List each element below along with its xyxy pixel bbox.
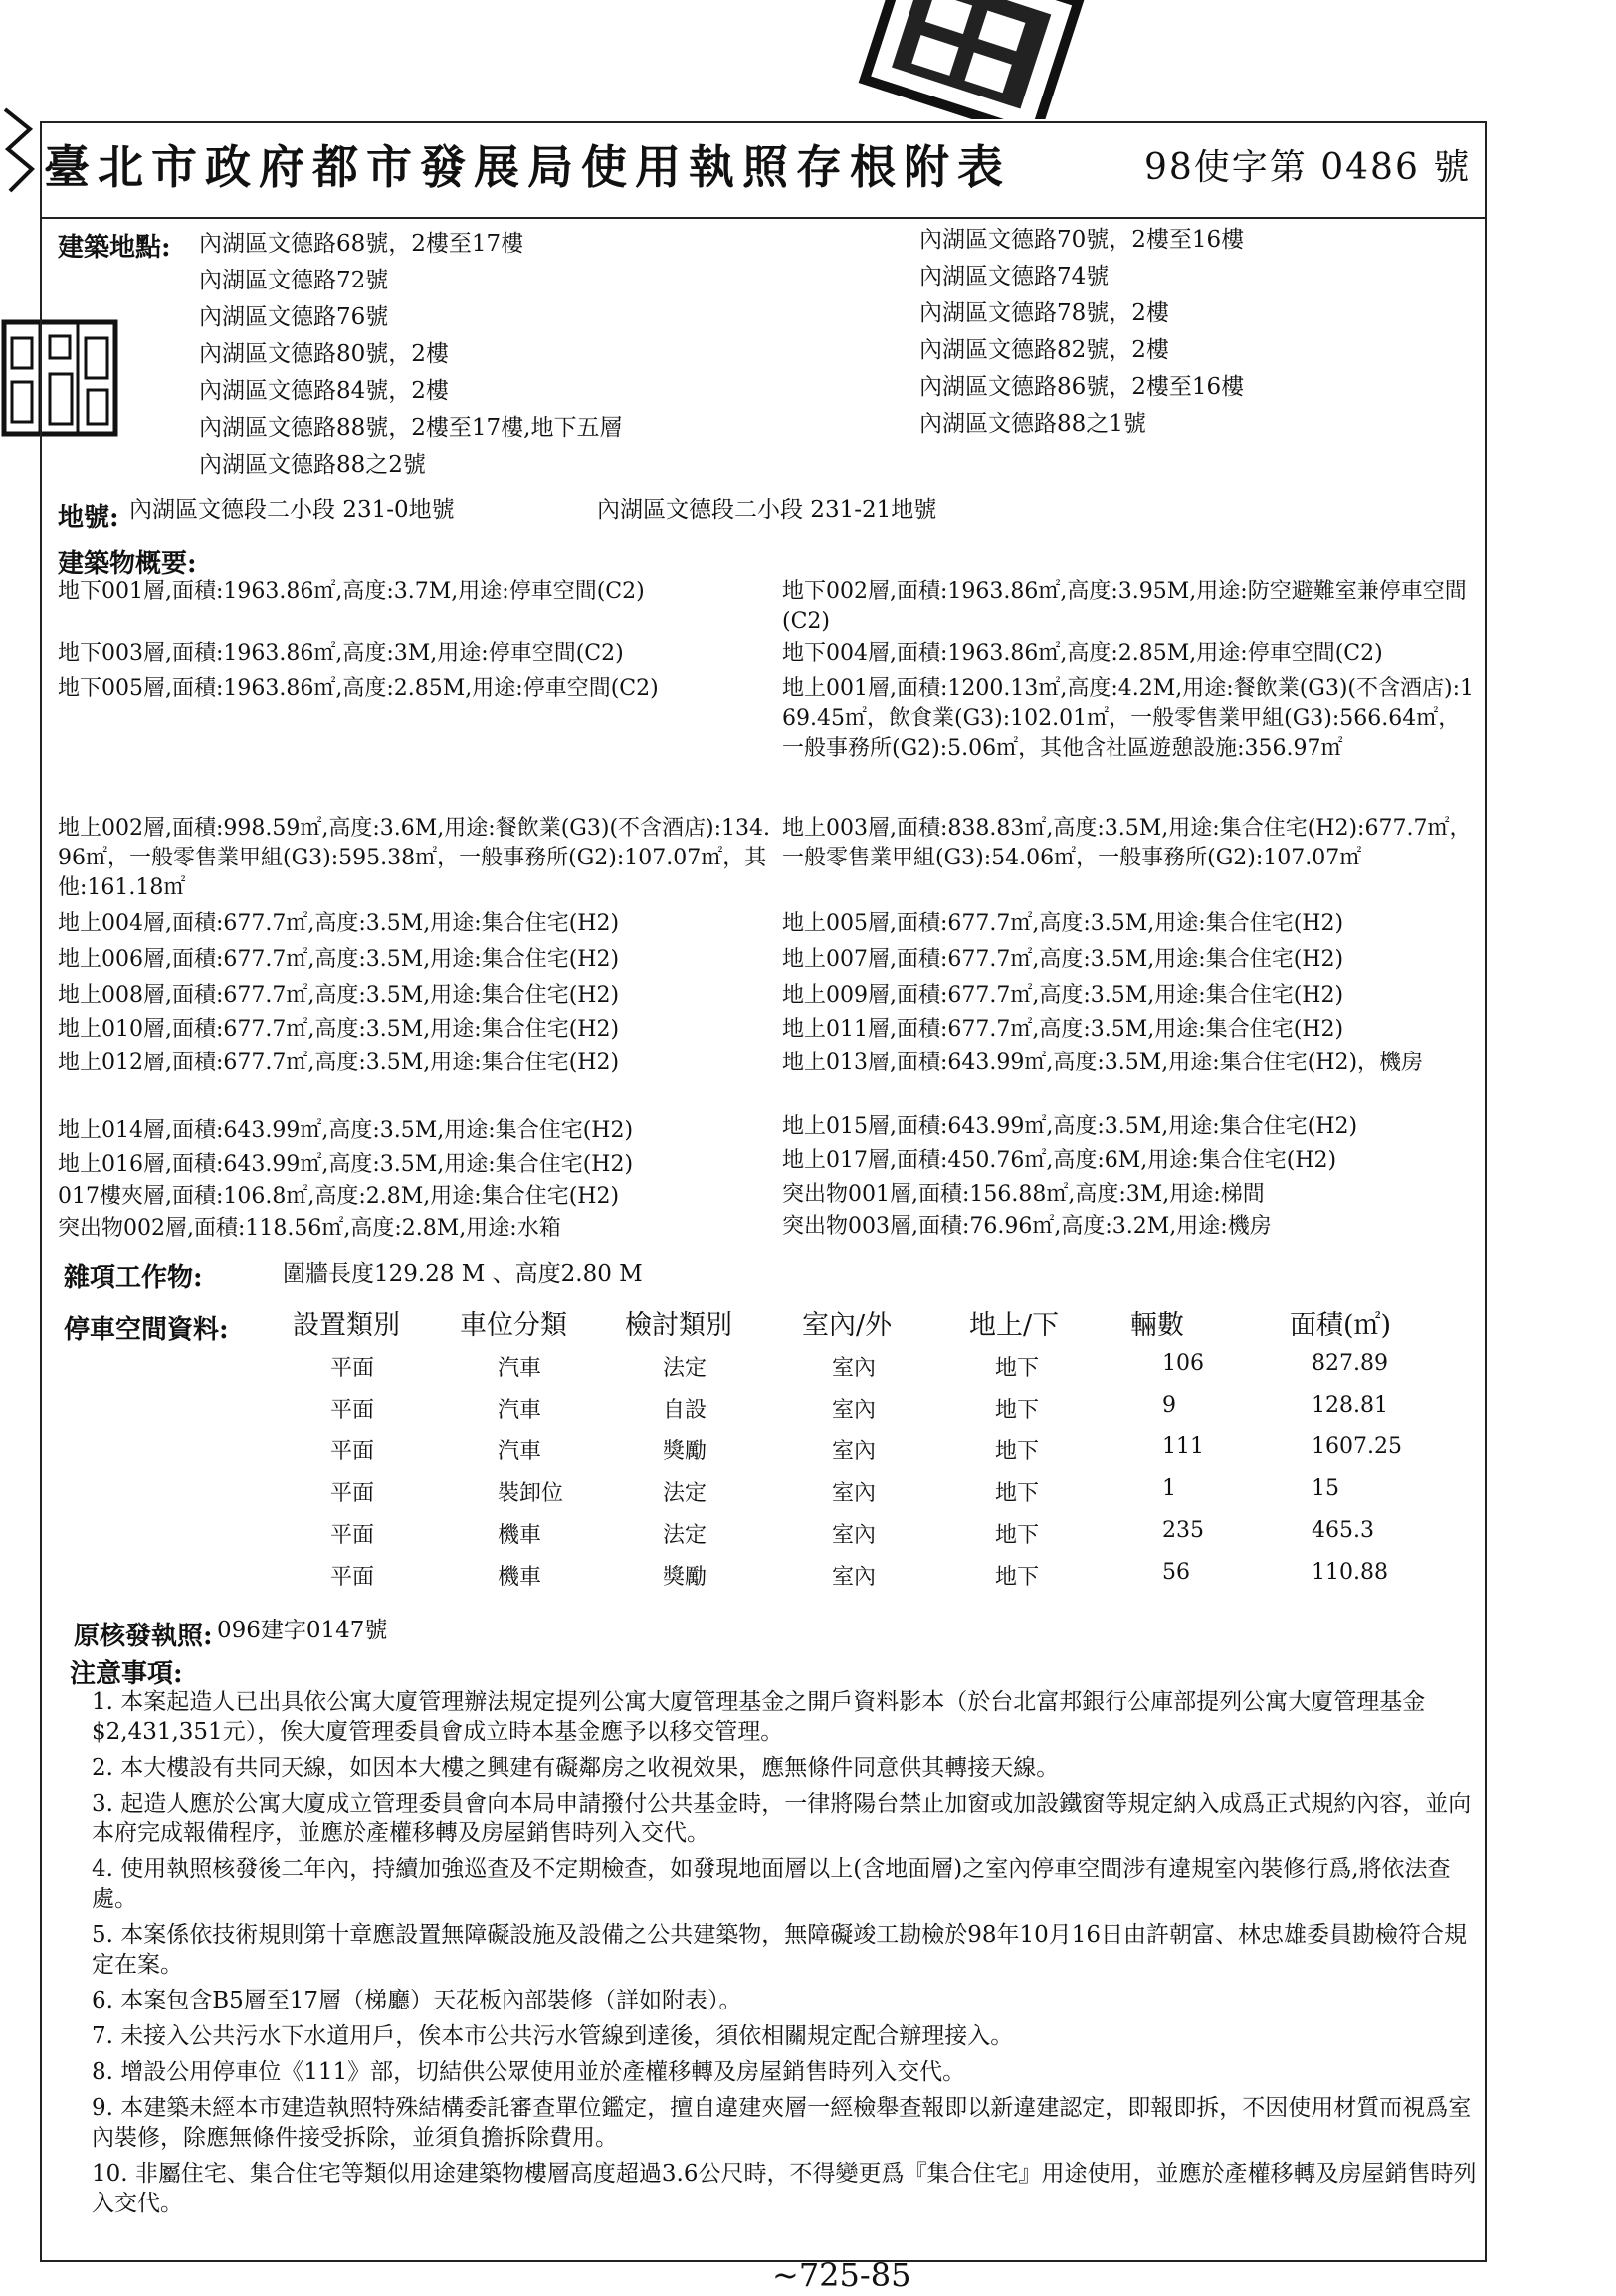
parking-cell: 15 <box>1312 1476 1339 1501</box>
parking-header: 地上/下 <box>969 1310 1060 1341</box>
address-item: 內湖區文德路88之1號 <box>919 411 1146 437</box>
parking-cell: 111 <box>1162 1435 1204 1459</box>
parking-cell: 地下 <box>995 1523 1040 1548</box>
notes-list <box>92 1687 1479 2224</box>
parking-cell: 9 <box>1162 1393 1176 1418</box>
official-seal-top <box>836 0 1095 119</box>
building-left-1: 地下003層,面積:1963.86㎡,高度:3M,用途:停車空間(C2) <box>58 641 624 666</box>
parking-label: 停車空間資料: <box>64 1315 229 1345</box>
parking-header: 室內/外 <box>802 1310 893 1341</box>
note-item: 5. 本案係依技術規則第十章應設置無障礙設施及設備之公共建築物，無障礙竣工勘檢於98年10月16日由許朝富、林忠雄委員勘檢符合規定在案。 <box>92 1922 1468 1978</box>
building-left-8: 地上012層,面積:677.7㎡,高度:3.5M,用途:集合住宅(H2) <box>58 1051 620 1075</box>
building-right-10: 地上017層,面積:450.76㎡,高度:6M,用途:集合住宅(H2) <box>782 1148 1337 1173</box>
building-right-12: 突出物003層,面積:76.96㎡,高度:3.2M,用途:機房 <box>782 1214 1272 1239</box>
parking-cell: 法定 <box>663 1481 707 1506</box>
building-left-5: 地上006層,面積:677.7㎡,高度:3.5M,用途:集合住宅(H2) <box>58 947 620 972</box>
parking-cell: 平面 <box>330 1398 375 1423</box>
document-title: 臺北市政府都市發展局使用執照存根附表 <box>44 140 1011 194</box>
address-item: 內湖區文德路78號，2樓 <box>919 300 1169 326</box>
building-right-8: 地上013層,面積:643.99㎡,高度:3.5M,用途:集合住宅(H2)，機房 <box>782 1051 1424 1075</box>
building-left-4: 地上004層,面積:677.7㎡,高度:3.5M,用途:集合住宅(H2) <box>58 911 620 936</box>
building-right-2: 地上001層,面積:1200.13㎡,高度:4.2M,用途:餐飲業(G3)(不含酒店):169.45㎡，飲食業(G3):102.01㎡，一般零售業甲組(G3):566.64㎡，一般事務所(G2):5.06㎡，其他含社區遊憩設施:356.97㎡ <box>782 676 1475 761</box>
parking-cell: 平面 <box>330 1565 375 1590</box>
building-left-11: 017樓夾層,面積:106.8㎡,高度:2.8M,用途:集合住宅(H2) <box>58 1184 620 1209</box>
parking-cell: 裝卸位 <box>498 1481 564 1506</box>
address-item: 內湖區文德路76號 <box>199 304 389 330</box>
parking-cell: 128.81 <box>1312 1393 1388 1418</box>
parking-cell: 室內 <box>832 1523 877 1548</box>
parking-cell: 56 <box>1162 1560 1190 1585</box>
parking-cell: 法定 <box>663 1356 707 1381</box>
parking-cell: 地下 <box>995 1439 1040 1464</box>
parking-cell: 獎勵 <box>663 1565 707 1590</box>
parking-cell: 465.3 <box>1312 1518 1374 1543</box>
building-right-0: 地下002層,面積:1963.86㎡,高度:3.95M,用途:防空避難室兼停車空間(C2) <box>782 579 1467 634</box>
building-left-10: 地上016層,面積:643.99㎡,高度:3.5M,用途:集合住宅(H2) <box>58 1152 634 1177</box>
notes-label: 注意事項: <box>70 1659 183 1689</box>
parking-cell: 室內 <box>832 1565 877 1590</box>
note-item: 7. 未接入公共污水下水道用戶，俟本市公共污水管線到達後，須依相關規定配合辦理接入。 <box>92 2023 1014 2049</box>
note-item: 6. 本案包含B5層至17層（梯廳）天花板內部裝修（詳如附表）。 <box>92 1988 742 2013</box>
parking-cell: 1607.25 <box>1312 1435 1402 1459</box>
building-label: 建築物概要: <box>58 549 197 579</box>
parking-cell: 1 <box>1162 1476 1176 1501</box>
parking-cell: 機車 <box>498 1565 542 1590</box>
address-item: 內湖區文德路70號，2樓至16樓 <box>919 227 1245 253</box>
address-item: 內湖區文德路82號，2樓 <box>919 337 1169 363</box>
parking-cell: 汽車 <box>498 1356 542 1381</box>
parking-cell: 平面 <box>330 1356 375 1381</box>
building-left-12: 突出物002層,面積:118.56㎡,高度:2.8M,用途:水箱 <box>58 1216 561 1241</box>
parking-cell: 機車 <box>498 1523 542 1548</box>
parking-cell: 汽車 <box>498 1439 542 1464</box>
permit-number: 98使字第 0486 號 <box>1144 147 1472 188</box>
parking-cell: 平面 <box>330 1481 375 1506</box>
parking-header: 設置類別 <box>293 1310 400 1341</box>
note-item: 1. 本案起造人已出具依公寓大廈管理辦法規定提列公寓大廈管理基金之開戶資料影本（於台北富邦銀行公庫部提列公寓大廈管理基金$2,431,351元），俟大廈管理委員會成立時本基金應予以移交管理。 <box>92 1689 1426 1745</box>
address-item: 內湖區文德路72號 <box>199 268 389 293</box>
parking-cell: 平面 <box>330 1523 375 1548</box>
address-item: 內湖區文德路74號 <box>919 264 1110 289</box>
lot-right: 內湖區文德段二小段 231-21地號 <box>597 497 937 523</box>
building-right-9: 地上015層,面積:643.99㎡,高度:3.5M,用途:集合住宅(H2) <box>782 1114 1358 1139</box>
lot-left: 內湖區文德段二小段 231-0地號 <box>129 497 455 523</box>
parking-cell: 法定 <box>663 1523 707 1548</box>
address-right-list <box>919 225 1244 446</box>
address-item: 內湖區文德路88之2號 <box>199 452 426 478</box>
margin-mark <box>0 99 40 199</box>
original-permit-value: 096建字0147號 <box>217 1618 388 1643</box>
building-left-9: 地上014層,面積:643.99㎡,高度:3.5M,用途:集合住宅(H2) <box>58 1118 634 1143</box>
parking-cell: 汽車 <box>498 1398 542 1423</box>
footer-page-mark: ~725-85 <box>772 2256 911 2294</box>
address-item: 內湖區文德路68號，2樓至17樓 <box>199 231 524 257</box>
building-left-7: 地上010層,面積:677.7㎡,高度:3.5M,用途:集合住宅(H2) <box>58 1017 620 1042</box>
building-left-3: 地上002層,面積:998.59㎡,高度:3.6M,用途:餐飲業(G3)(不含酒店):134.96㎡，一般零售業甲組(G3):595.38㎡，一般事務所(G2):107.07㎡，其他:161.18㎡ <box>58 816 771 900</box>
building-right-1: 地下004層,面積:1963.86㎡,高度:2.85M,用途:停車空間(C2) <box>782 641 1383 666</box>
parking-cell: 地下 <box>995 1481 1040 1506</box>
building-left-0: 地下001層,面積:1963.86㎡,高度:3.7M,用途:停車空間(C2) <box>58 579 645 604</box>
address-label: 建築地點: <box>58 233 171 263</box>
parking-cell: 室內 <box>832 1481 877 1506</box>
parking-cell: 地下 <box>995 1356 1040 1381</box>
misc-label: 雜項工作物: <box>64 1263 203 1293</box>
header-divider <box>40 217 1485 219</box>
note-item: 8. 增設公用停車位《111》部，切結供公眾使用並於產權移轉及房屋銷售時列入交代。 <box>92 2059 966 2085</box>
building-right-11: 突出物001層,面積:156.88㎡,高度:3M,用途:梯間 <box>782 1182 1265 1207</box>
parking-cell: 地下 <box>995 1565 1040 1590</box>
lot-label: 地號: <box>58 503 119 533</box>
building-left-2: 地下005層,面積:1963.86㎡,高度:2.85M,用途:停車空間(C2) <box>58 676 659 701</box>
building-right-7: 地上011層,面積:677.7㎡,高度:3.5M,用途:集合住宅(H2) <box>782 1017 1344 1042</box>
building-right-4: 地上005層,面積:677.7㎡,高度:3.5M,用途:集合住宅(H2) <box>782 911 1344 936</box>
parking-header: 輛數 <box>1130 1310 1184 1341</box>
parking-cell: 106 <box>1162 1351 1204 1376</box>
parking-cell: 獎勵 <box>663 1439 707 1464</box>
note-item: 9. 本建築未經本市建造執照特殊結構委託審查單位鑑定，擅自違建夾層一經檢舉查報即以新違建認定，即報即拆，不因使用材質而視爲室內裝修，除應無條件接受拆除，並須負擔拆除費用。 <box>92 2095 1472 2151</box>
note-item: 3. 起造人應於公寓大廈成立管理委員會向本局申請撥付公共基金時，一律將陽台禁止加窗或加設鐵窗等規定納入成爲正式規約內容，並向本府完成報備程序，並應於產權移轉及房屋銷售時列入交代。 <box>92 1791 1472 1846</box>
note-item: 4. 使用執照核發後二年內，持續加強巡查及不定期檢查，如發現地面層以上(含地面層)之室內停車空間涉有違規室內裝修行爲,將依法查處。 <box>92 1856 1451 1912</box>
building-right-5: 地上007層,面積:677.7㎡,高度:3.5M,用途:集合住宅(H2) <box>782 947 1344 972</box>
parking-cell: 平面 <box>330 1439 375 1464</box>
parking-cell: 室內 <box>832 1356 877 1381</box>
parking-header: 面積(㎡) <box>1290 1310 1392 1341</box>
parking-header: 檢討類別 <box>625 1310 732 1341</box>
parking-cell: 827.89 <box>1312 1351 1388 1376</box>
address-item: 內湖區文德路88號，2樓至17樓,地下五層 <box>199 415 623 441</box>
original-permit-label: 原核發執照: <box>74 1622 213 1651</box>
address-left-list <box>199 229 622 486</box>
parking-cell: 室內 <box>832 1439 877 1464</box>
parking-cell: 室內 <box>832 1398 877 1423</box>
parking-cell: 110.88 <box>1312 1560 1388 1585</box>
building-right-3: 地上003層,面積:838.83㎡,高度:3.5M,用途:集合住宅(H2):677.7㎡，一般零售業甲組(G3):54.06㎡，一般事務所(G2):107.07㎡ <box>782 816 1472 870</box>
address-item: 內湖區文德路86號，2樓至16樓 <box>919 374 1245 400</box>
building-left-6: 地上008層,面積:677.7㎡,高度:3.5M,用途:集合住宅(H2) <box>58 983 620 1008</box>
address-item: 內湖區文德路84號，2樓 <box>199 378 449 404</box>
parking-cell: 235 <box>1162 1518 1204 1543</box>
building-right-6: 地上009層,面積:677.7㎡,高度:3.5M,用途:集合住宅(H2) <box>782 983 1344 1008</box>
note-item: 10. 非屬住宅、集合住宅等類似用途建築物樓層高度超過3.6公尺時，不得變更爲『集合住宅』用途使用，並應於產權移轉及房屋銷售時列入交代。 <box>92 2161 1477 2216</box>
parking-cell: 地下 <box>995 1398 1040 1423</box>
misc-value: 圍牆長度129.28 M 、高度2.80 M <box>283 1261 643 1287</box>
note-item: 2. 本大樓設有共同天線，如因本大樓之興建有礙鄰房之收視效果，應無條件同意供其轉接天線。 <box>92 1755 1060 1781</box>
address-item: 內湖區文德路80號，2樓 <box>199 341 449 367</box>
parking-header: 車位分類 <box>460 1310 567 1341</box>
parking-cell: 自設 <box>663 1398 707 1423</box>
